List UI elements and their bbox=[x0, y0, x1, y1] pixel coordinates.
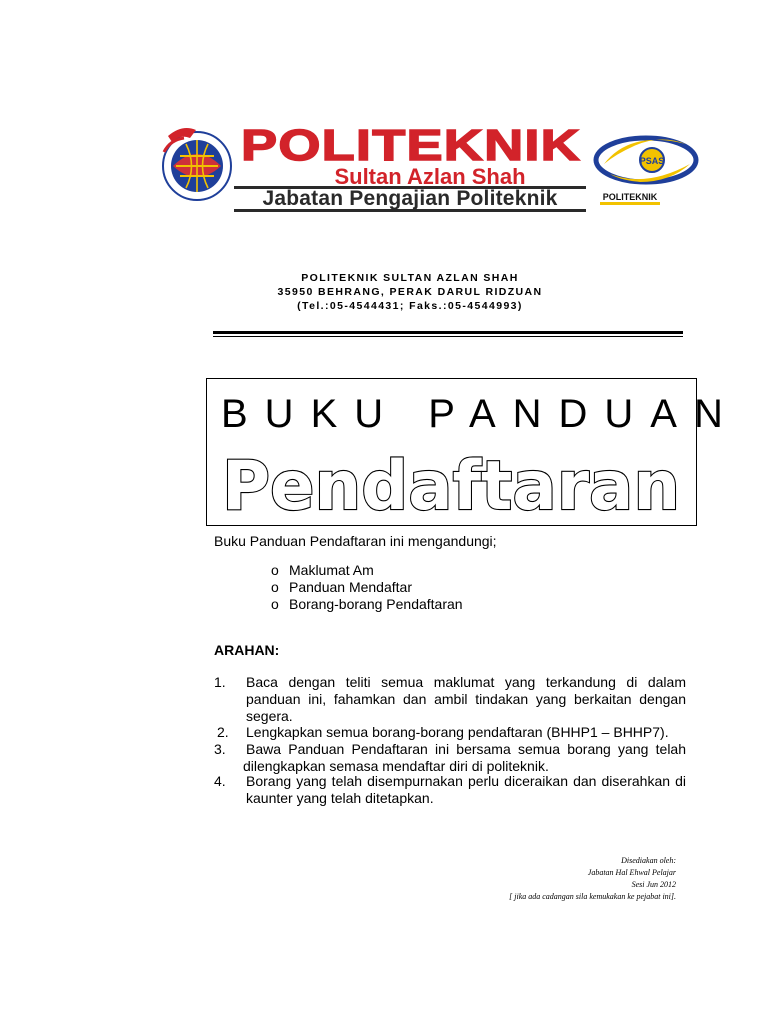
bullet-marker: o bbox=[271, 596, 279, 612]
list-item-label: Borang-borang Pendaftaran bbox=[289, 596, 463, 612]
list-item bbox=[271, 562, 463, 579]
address-line-1: POLITEKNIK SULTAN AZLAN SHAH bbox=[301, 272, 519, 284]
psas-initials: PSAS bbox=[639, 156, 665, 166]
title-pendaftaran: Pendaftaran bbox=[221, 445, 681, 523]
ministry-emblem-logo bbox=[160, 122, 234, 206]
instruction-text: Baca dengan teliti semua maklumat yang terkandung di dalam panduan ini, fahamkan dan ambil tindakan yang berkaitan dengan segera. bbox=[246, 674, 686, 724]
title-pendaftaran-outline bbox=[207, 443, 696, 523]
instruction-item bbox=[214, 674, 686, 725]
politeknik-wordmark-logo bbox=[236, 120, 586, 168]
instruction-number: 3. bbox=[214, 741, 226, 757]
title-buku-panduan: BUKU PANDUAN bbox=[221, 392, 740, 436]
instruction-text: Bawa Panduan Pendaftaran ini bersama semua borang yang telah bbox=[246, 741, 686, 757]
address-line-3: (Tel.:05-4544431; Faks.:05-4544993) bbox=[297, 300, 523, 312]
prepared-by-note bbox=[509, 855, 676, 903]
header-divider-thin bbox=[213, 336, 683, 337]
psas-logo bbox=[590, 124, 702, 208]
brand-name: POLITEKNIK bbox=[241, 121, 581, 168]
intro-text: Buku Panduan Pendaftaran ini mengandungi; bbox=[214, 533, 497, 549]
prepared-by-suggestion: [ jika ada cadangan sila kemukakan ke pejabat ini]. bbox=[509, 892, 676, 901]
header-divider bbox=[213, 331, 683, 334]
list-item-label: Maklumat Am bbox=[289, 562, 374, 578]
instruction-text: Borang yang telah disempurnakan perlu diceraikan dan diserahkan di kaunter yang telah ditetapkan. bbox=[246, 773, 686, 806]
bullet-marker: o bbox=[271, 579, 279, 595]
instruction-number: 2. bbox=[217, 724, 229, 740]
brand-subtitle: Sultan Azlan Shah bbox=[334, 164, 526, 189]
contents-list bbox=[271, 562, 463, 613]
prepared-by-session: Sesi Jun 2012 bbox=[631, 880, 676, 889]
list-item-label: Panduan Mendaftar bbox=[289, 579, 412, 595]
header-logos bbox=[150, 112, 710, 222]
instruction-number: 1. bbox=[214, 674, 226, 690]
institution-address bbox=[190, 271, 630, 313]
title-box bbox=[206, 378, 740, 526]
instruction-item bbox=[214, 724, 686, 741]
address-line-2: 35950 BEHRANG, PERAK DARUL RIDZUAN bbox=[277, 286, 543, 298]
prepared-by-label: Disediakan oleh: bbox=[621, 856, 676, 865]
instruction-number: 4. bbox=[214, 773, 226, 789]
list-item bbox=[271, 596, 463, 613]
bullet-marker: o bbox=[271, 562, 279, 578]
psas-caption: POLITEKNIK bbox=[602, 192, 658, 202]
arahan-heading: ARAHAN: bbox=[214, 642, 280, 658]
instruction-text: Lengkapkan semua borang-borang pendaftaran (BHHP1 – BHHP7). bbox=[246, 724, 669, 740]
list-item bbox=[271, 579, 463, 596]
instruction-item bbox=[214, 741, 686, 775]
instruction-item bbox=[214, 773, 686, 807]
instruction-text-continued: dilengkapkan semasa mendaftar diri di politeknik. bbox=[243, 758, 549, 774]
prepared-by-department: Jabatan Hal Ehwal Pelajar bbox=[587, 868, 676, 877]
department-name: Jabatan Pengajian Politeknik bbox=[262, 187, 558, 210]
